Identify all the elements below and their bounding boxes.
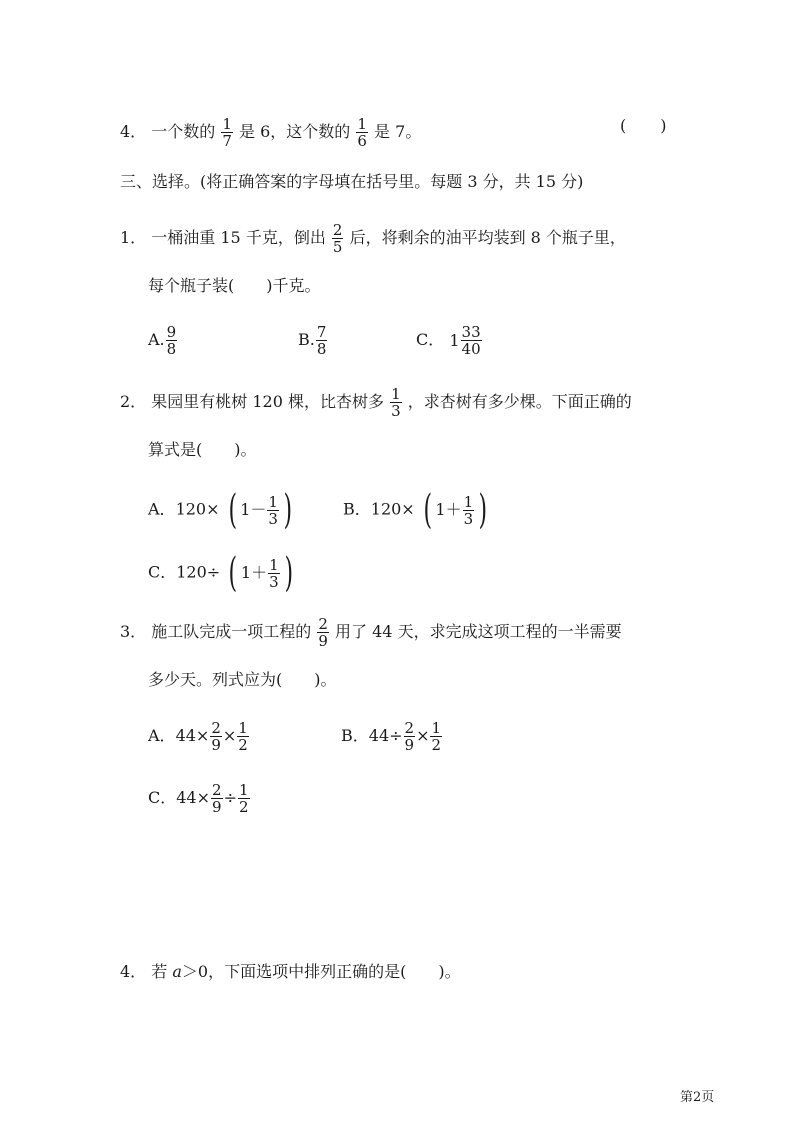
question-number: 4．: [120, 962, 147, 981]
question-2-line2: 算式是( )。: [148, 440, 257, 459]
option-b[interactable]: B．120× ( 1＋ $\frac{1}{3}$ ): [343, 487, 488, 533]
choice-question-3: 3． 施工队完成一项工程的 $\frac{2}{9}$ 用了 44 天，求完成这项工程的一半需要: [120, 615, 622, 650]
section-title: 三、选择。(将正确答案的字母填在括号里。每题 3 分，共 15 分): [120, 172, 584, 191]
question-text: 是 7。: [374, 122, 422, 141]
option-a[interactable]: A．44× $\frac{2}{9}$ × $\frac{1}{2}$: [148, 719, 248, 754]
fraction: $\frac{1}{6}$: [357, 115, 367, 150]
option-b[interactable]: B．44÷ $\frac{2}{9}$ × $\frac{1}{2}$: [341, 719, 442, 754]
fraction: $\frac{1}{7}$: [222, 115, 232, 150]
question-text: 一个数的: [151, 122, 216, 141]
fraction: $\frac{2}{9}$: [318, 615, 328, 650]
option-a[interactable]: A. $\frac{9}{8}$: [148, 323, 177, 358]
choice-question-2: 2． 果园里有桃树 120 棵，比杏树多 $\frac{1}{3}$ ，求杏树有多少棵。下面正确的: [120, 385, 632, 420]
question-number: 3．: [120, 622, 147, 641]
answer-blank[interactable]: ( ): [620, 116, 667, 135]
option-c[interactable]: C．44× $\frac{2}{9}$ ÷ $\frac{1}{2}$: [148, 781, 249, 816]
choice-question-4: 4． 若 a＞0，下面选项中排列正确的是( )。: [120, 962, 461, 981]
question-number: 4．: [120, 122, 147, 141]
choice-question-1: 1． 一桶油重 15 千克，倒出 $\frac{2}{5}$ 后，将剩余的油平均装到 8 个瓶子里，: [120, 221, 626, 256]
option-a[interactable]: A．120× ( 1－ $\frac{1}{3}$ ): [148, 487, 293, 533]
fraction: $\frac{1}{3}$: [391, 385, 401, 420]
question-1-line2: 每个瓶子装( )千克。: [148, 276, 321, 295]
question-3-line2: 多少天。列式应为( )。: [148, 670, 337, 689]
option-b[interactable]: B. $\frac{7}{8}$: [298, 323, 327, 358]
option-c[interactable]: C． 1 $\frac{33}{40}$: [416, 323, 481, 358]
option-c[interactable]: C．120÷ ( 1＋ $\frac{1}{3}$ ): [148, 550, 293, 596]
question-text: 是 6，这个数的: [239, 122, 351, 141]
fraction: $\frac{2}{5}$: [332, 221, 343, 256]
page-number: 第2页: [680, 1090, 715, 1105]
judge-question-4: [120, 116, 421, 149]
question-number: 1．: [120, 228, 147, 247]
question-number: 2．: [120, 392, 147, 411]
